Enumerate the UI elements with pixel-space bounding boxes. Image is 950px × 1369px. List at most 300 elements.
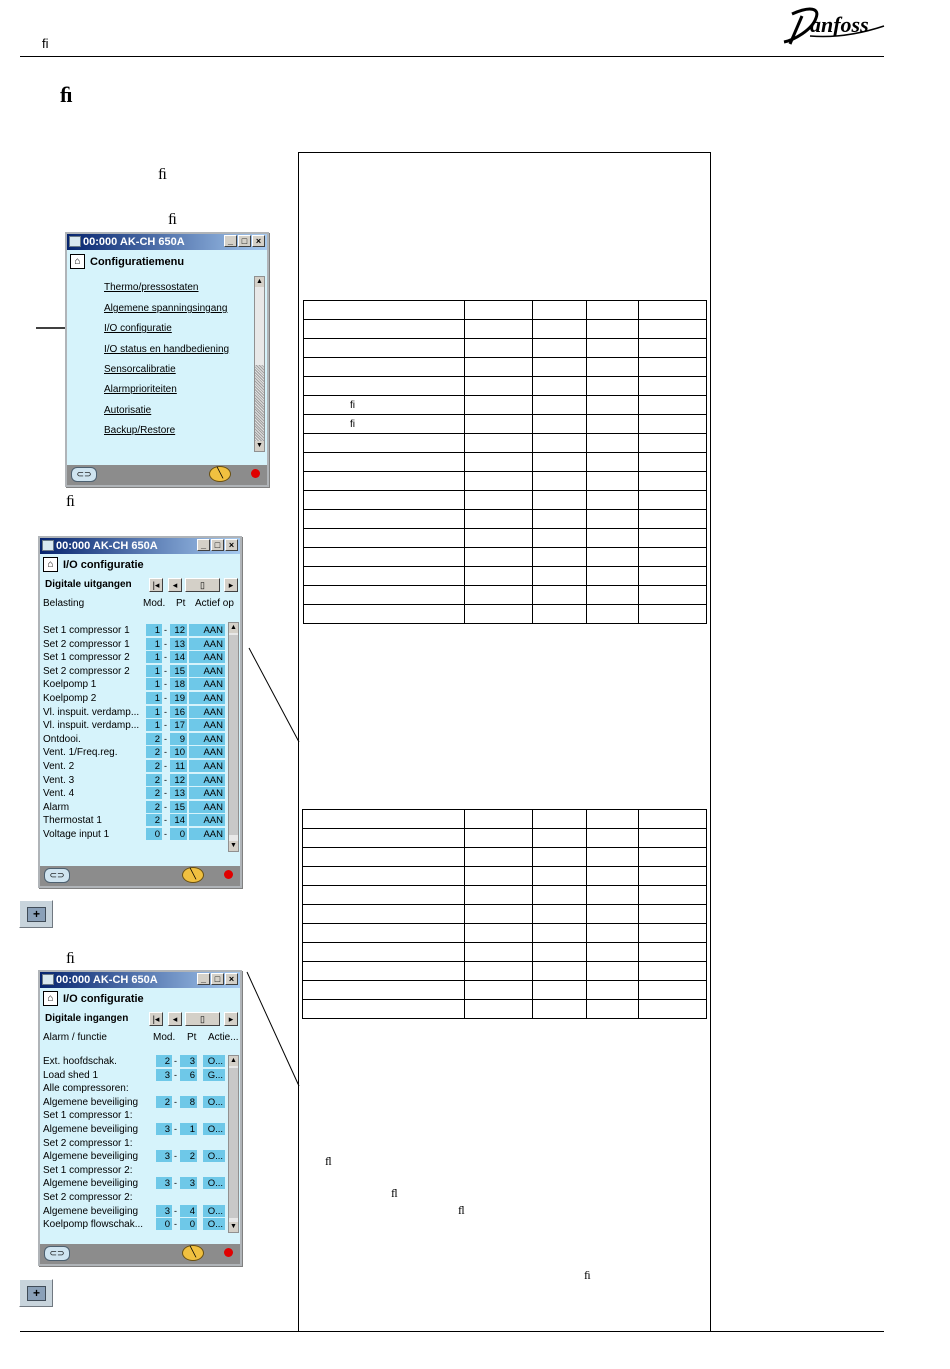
next-page-icon[interactable]: ▸ — [224, 578, 238, 592]
table-cell — [533, 301, 587, 320]
active-value[interactable]: AAN — [189, 719, 225, 731]
table-cell — [304, 320, 465, 339]
label-2: ﬁ — [168, 211, 177, 228]
separator: - — [174, 1151, 177, 1162]
table-cell — [587, 301, 639, 320]
active-value[interactable]: AAN — [189, 774, 225, 786]
table-cell — [465, 829, 533, 848]
scroll-thumb[interactable] — [229, 635, 238, 835]
scroll-thumb[interactable] — [255, 365, 264, 441]
module-value[interactable]: 3 — [156, 1069, 172, 1081]
table-cell — [533, 529, 587, 548]
minimize-icon[interactable]: _ — [197, 973, 210, 985]
point-value[interactable]: 15 — [170, 801, 187, 813]
next-page-icon[interactable]: ▸ — [224, 1012, 238, 1026]
list-item[interactable] — [43, 706, 225, 719]
scroll-thumb[interactable] — [229, 1068, 238, 1218]
menu-item-autorisatie[interactable]: Autorisatie — [104, 405, 152, 416]
table-cell — [304, 548, 465, 567]
module-value[interactable]: 3 — [156, 1205, 172, 1217]
item-name: Vent. 1/Freq.reg. — [43, 747, 118, 759]
point-value[interactable]: 13 — [170, 638, 187, 650]
separator: - — [174, 1056, 177, 1066]
window-titlebar — [40, 972, 240, 988]
list-item[interactable] — [43, 774, 225, 787]
table-cell — [639, 358, 707, 377]
module-value[interactable]: 1 — [146, 678, 162, 690]
separator: - — [164, 829, 167, 839]
table-cell — [639, 415, 707, 434]
list-item[interactable] — [43, 733, 225, 746]
table-row — [304, 453, 707, 472]
table-cell — [587, 358, 639, 377]
active-value[interactable]: O... — [203, 1205, 225, 1217]
table-cell — [587, 886, 639, 905]
status-bar — [40, 1244, 240, 1264]
active-value[interactable]: G... — [203, 1069, 225, 1081]
list-item[interactable] — [43, 1164, 225, 1177]
minimize-icon[interactable]: _ — [224, 235, 237, 247]
active-value[interactable]: AAN — [189, 651, 225, 663]
point-value[interactable]: 14 — [170, 651, 187, 663]
table-cell — [465, 339, 533, 358]
active-value[interactable]: AAN — [189, 733, 225, 745]
io-heading: I/O configuratie — [63, 993, 144, 1005]
window-title: 00:000 AK-CH 650A — [83, 236, 185, 248]
table-cell — [639, 981, 707, 1000]
list-item[interactable] — [43, 1123, 225, 1136]
minimize-icon[interactable]: _ — [197, 539, 210, 551]
table-cell — [465, 434, 533, 453]
module-value[interactable]: 3 — [156, 1177, 172, 1189]
scroll-up-icon[interactable]: ▲ — [230, 624, 237, 631]
table-cell — [533, 867, 587, 886]
active-value[interactable]: O... — [203, 1177, 225, 1189]
list-item[interactable] — [43, 651, 225, 664]
separator: - — [164, 747, 167, 758]
list-item[interactable] — [43, 1205, 225, 1218]
list-item[interactable] — [43, 1082, 225, 1095]
table-cell — [465, 529, 533, 548]
table-cell — [465, 848, 533, 867]
scroll-up-icon[interactable]: ▲ — [230, 1057, 237, 1064]
menu-item-io-config[interactable]: I/O configuratie — [104, 323, 172, 334]
table-cell — [465, 548, 533, 567]
active-value[interactable]: AAN — [189, 828, 225, 840]
point-value[interactable]: 3 — [180, 1055, 197, 1067]
wrench-icon[interactable]: ╲ — [209, 466, 231, 482]
first-page-icon[interactable]: |◂ — [149, 1012, 163, 1026]
page-slider[interactable]: ▯ — [185, 1012, 220, 1026]
home-icon[interactable]: ⌂ — [70, 254, 85, 269]
list-item[interactable] — [43, 1109, 225, 1122]
list-item[interactable] — [43, 1218, 225, 1231]
network-icon[interactable]: ⊂⊃ — [44, 868, 70, 883]
module-value[interactable]: 2 — [146, 801, 162, 813]
table-cell — [304, 510, 465, 529]
close-icon[interactable]: × — [225, 539, 238, 551]
module-value[interactable]: 0 — [146, 828, 162, 840]
point-value[interactable]: 0 — [180, 1218, 197, 1230]
active-value[interactable]: AAN — [189, 624, 225, 636]
table-row — [304, 358, 707, 377]
list-item[interactable] — [43, 1137, 225, 1150]
table-row — [304, 548, 707, 567]
active-value[interactable]: O... — [203, 1218, 225, 1230]
table-cell — [587, 848, 639, 867]
module-value[interactable]: 1 — [146, 692, 162, 704]
point-value[interactable]: 13 — [170, 787, 187, 799]
table-row — [303, 943, 707, 962]
menu-item-backup[interactable]: Backup/Restore — [104, 425, 176, 436]
table-cell — [587, 962, 639, 981]
module-value[interactable]: 1 — [146, 719, 162, 731]
table-row — [304, 491, 707, 510]
item-name: Alle compressoren: — [43, 1083, 129, 1095]
table-cell — [465, 605, 533, 624]
table-cell: ﬁ — [304, 415, 465, 434]
list-item[interactable] — [43, 719, 225, 732]
table-row — [304, 377, 707, 396]
menu-item-sensorcalibratie[interactable]: Sensorcalibratie — [104, 364, 176, 375]
maximize-icon[interactable]: □ — [238, 235, 251, 247]
col-header-actief: Actief op — [195, 598, 234, 609]
table-row — [304, 301, 707, 320]
point-value[interactable]: 9 — [170, 733, 187, 745]
table-row — [304, 567, 707, 586]
page-slider[interactable]: ▯ — [185, 578, 220, 592]
table-cell — [639, 301, 707, 320]
module-value[interactable]: 2 — [146, 774, 162, 786]
active-value[interactable]: AAN — [189, 692, 225, 704]
point-value[interactable]: 1 — [180, 1123, 197, 1135]
table-cell — [533, 962, 587, 981]
point-value[interactable]: 10 — [170, 746, 187, 758]
active-value[interactable]: O... — [203, 1096, 225, 1108]
expand-button[interactable] — [19, 900, 53, 928]
table-cell — [639, 567, 707, 586]
list-item[interactable] — [43, 692, 225, 705]
point-value[interactable]: 6 — [180, 1069, 197, 1081]
list-item[interactable] — [43, 1191, 225, 1204]
table-row — [303, 962, 707, 981]
section-title: ﬁ — [60, 82, 73, 107]
point-value[interactable]: 17 — [170, 719, 187, 731]
separator: - — [164, 679, 167, 690]
menu-scrollbar[interactable] — [254, 276, 265, 452]
table-cell — [533, 320, 587, 339]
module-value[interactable]: 2 — [146, 814, 162, 826]
table-cell — [533, 396, 587, 415]
table-row — [304, 605, 707, 624]
app-icon — [42, 540, 54, 551]
point-value[interactable]: 0 — [170, 828, 187, 840]
scroll-up-icon[interactable]: ▲ — [256, 278, 263, 285]
point-value[interactable]: 4 — [180, 1205, 197, 1217]
table-row — [304, 472, 707, 491]
table-row — [304, 586, 707, 605]
menu-item-alarmprioriteiten[interactable]: Alarmprioriteiten — [104, 384, 177, 395]
list-item[interactable] — [43, 1150, 225, 1163]
table-cell — [639, 848, 707, 867]
item-name: Thermostat 1 — [43, 815, 102, 827]
module-value[interactable]: 2 — [156, 1096, 172, 1108]
table-cell — [465, 905, 533, 924]
table-cell: ﬁ — [304, 396, 465, 415]
table-cell — [303, 848, 465, 867]
active-value[interactable]: AAN — [189, 746, 225, 758]
point-value[interactable]: 19 — [170, 692, 187, 704]
separator: - — [164, 788, 167, 799]
point-value[interactable]: 14 — [170, 814, 187, 826]
scroll-down-icon[interactable]: ▼ — [230, 842, 237, 849]
prev-page-icon[interactable]: ◂ — [168, 1012, 182, 1026]
item-name: Voltage input 1 — [43, 829, 110, 840]
table-cell — [304, 358, 465, 377]
table-row — [303, 886, 707, 905]
wrench-icon[interactable]: ╲ — [182, 1245, 204, 1261]
table-cell — [639, 605, 707, 624]
table-cell — [465, 867, 533, 886]
io-scrollbar[interactable] — [228, 622, 239, 852]
table-cell — [533, 586, 587, 605]
module-value[interactable]: 2 — [156, 1055, 172, 1067]
plus-icon: + — [27, 1286, 46, 1301]
list-item[interactable] — [43, 624, 225, 637]
table-cell — [533, 605, 587, 624]
table-inputs-mapping — [302, 809, 707, 1019]
item-name: Koelpomp 2 — [43, 693, 97, 704]
table-cell — [587, 320, 639, 339]
table-cell — [465, 453, 533, 472]
status-bar — [40, 866, 240, 886]
list-item[interactable] — [43, 828, 225, 841]
point-value[interactable]: 3 — [180, 1177, 197, 1189]
module-value[interactable]: 3 — [156, 1123, 172, 1135]
box-glyph-1: ﬂ — [325, 1154, 332, 1168]
table-cell — [304, 586, 465, 605]
active-value[interactable]: AAN — [189, 787, 225, 799]
table-cell — [465, 415, 533, 434]
item-name: Set 1 compressor 1: — [43, 1110, 133, 1122]
table-cell — [465, 377, 533, 396]
point-value[interactable]: 12 — [170, 624, 187, 636]
list-item[interactable] — [43, 801, 225, 814]
wrench-icon[interactable]: ╲ — [182, 867, 204, 883]
table-cell — [587, 924, 639, 943]
table-cell — [587, 548, 639, 567]
point-value[interactable]: 12 — [170, 774, 187, 786]
col-header-name: Belasting — [43, 598, 85, 609]
point-value[interactable]: 16 — [170, 706, 187, 718]
table-row — [303, 829, 707, 848]
box-glyph-2: ﬂ — [391, 1186, 398, 1200]
table-cell — [639, 320, 707, 339]
separator: - — [164, 693, 167, 703]
item-name: Set 2 compressor 1: — [43, 1137, 133, 1149]
col-header-pt: Pt — [187, 1032, 197, 1043]
point-value[interactable]: 8 — [180, 1096, 197, 1108]
first-page-icon[interactable]: |◂ — [149, 578, 163, 592]
table-cell — [639, 586, 707, 605]
menu-item-spanningsingang[interactable]: Algemene spanningsingang — [104, 303, 228, 314]
table-cell — [587, 567, 639, 586]
table-cell — [465, 567, 533, 586]
list-item[interactable] — [43, 787, 225, 800]
table-cell — [587, 867, 639, 886]
module-value[interactable]: 2 — [146, 787, 162, 799]
table-cell — [639, 434, 707, 453]
list-item[interactable] — [43, 746, 225, 759]
table-cell — [303, 886, 465, 905]
item-name: Vent. 3 — [43, 774, 75, 786]
table-cell — [465, 396, 533, 415]
table-cell — [303, 905, 465, 924]
window-titlebar — [40, 538, 240, 554]
item-name: Alarm — [43, 801, 70, 813]
table-cell — [465, 886, 533, 905]
table-cell — [465, 320, 533, 339]
point-value[interactable]: 18 — [170, 678, 187, 690]
plus-icon: + — [27, 907, 46, 922]
module-value[interactable]: 1 — [146, 638, 162, 650]
table-cell — [465, 301, 533, 320]
group-label: Digitale uitgangen — [45, 579, 132, 590]
active-value[interactable]: O... — [203, 1150, 225, 1162]
list-item[interactable] — [43, 665, 225, 678]
active-value[interactable]: AAN — [189, 760, 225, 772]
point-value[interactable]: 15 — [170, 665, 187, 677]
point-value[interactable]: 11 — [170, 760, 187, 772]
header-ligature: ﬁ — [42, 36, 49, 51]
table-cell — [639, 1000, 707, 1019]
label-1: ﬁ — [158, 166, 167, 183]
table-cell — [465, 586, 533, 605]
table-cell — [465, 943, 533, 962]
table-cell — [587, 810, 639, 829]
table-cell — [304, 301, 465, 320]
table-cell — [533, 472, 587, 491]
table-cell — [587, 339, 639, 358]
table-row — [303, 924, 707, 943]
module-value[interactable]: 2 — [146, 760, 162, 772]
list-item[interactable] — [43, 678, 225, 691]
table-cell — [587, 829, 639, 848]
close-icon[interactable]: × — [225, 973, 238, 985]
separator: - — [164, 733, 167, 744]
item-name: Algemene beveiliging — [43, 1151, 139, 1163]
table-cell — [303, 943, 465, 962]
item-name: Set 2 compressor 2 — [43, 665, 130, 677]
scroll-down-icon[interactable]: ▼ — [230, 1223, 237, 1230]
prev-page-icon[interactable]: ◂ — [168, 578, 182, 592]
table-cell — [533, 434, 587, 453]
module-value[interactable]: 1 — [146, 706, 162, 718]
table-row — [304, 434, 707, 453]
list-item[interactable] — [43, 1096, 225, 1109]
home-icon[interactable]: ⌂ — [43, 991, 58, 1006]
home-icon[interactable]: ⌂ — [43, 557, 58, 572]
active-value[interactable]: AAN — [189, 665, 225, 677]
list-item[interactable] — [43, 814, 225, 827]
table-cell — [304, 605, 465, 624]
col-header-mod: Mod. — [153, 1032, 176, 1043]
table-cell — [465, 981, 533, 1000]
table-cell — [465, 1000, 533, 1019]
active-value[interactable]: AAN — [189, 638, 225, 650]
list-item[interactable] — [43, 760, 225, 773]
active-value[interactable]: AAN — [189, 706, 225, 718]
table-cell — [533, 924, 587, 943]
menu-item-io-status[interactable]: I/O status en handbediening — [104, 344, 230, 355]
item-name: Set 1 compressor 1 — [43, 625, 130, 636]
item-name: Ontdooi. — [43, 733, 81, 745]
item-name: Vent. 4 — [43, 788, 75, 800]
list-item[interactable] — [43, 638, 225, 651]
table-cell — [304, 472, 465, 491]
table-cell — [533, 339, 587, 358]
table-row — [303, 810, 707, 829]
module-value[interactable]: 1 — [146, 665, 162, 677]
menu-item-thermo[interactable]: Thermo/pressostaten — [104, 282, 199, 293]
col-header-pt: Pt — [176, 598, 186, 609]
table-cell — [639, 829, 707, 848]
table-cell — [639, 377, 707, 396]
module-value[interactable]: 1 — [146, 651, 162, 663]
table-cell — [533, 510, 587, 529]
table-cell — [533, 829, 587, 848]
table-cell — [303, 981, 465, 1000]
table-cell — [304, 567, 465, 586]
network-icon[interactable]: ⊂⊃ — [71, 467, 97, 482]
io-heading: I/O configuratie — [63, 559, 144, 571]
list-item[interactable] — [43, 1055, 225, 1068]
module-value[interactable]: 2 — [146, 746, 162, 758]
close-icon[interactable]: × — [252, 235, 265, 247]
table-cell — [533, 358, 587, 377]
table-cell — [587, 472, 639, 491]
window-digital-inputs — [38, 970, 242, 1266]
module-value[interactable]: 3 — [156, 1150, 172, 1162]
active-value[interactable]: O... — [203, 1123, 225, 1135]
window-title: 00:000 AK-CH 650A — [56, 540, 158, 552]
list-item[interactable] — [43, 1069, 225, 1082]
active-value[interactable]: AAN — [189, 801, 225, 813]
active-value[interactable]: AAN — [189, 814, 225, 826]
io-scrollbar[interactable] — [228, 1055, 239, 1233]
separator: - — [164, 638, 167, 649]
active-value[interactable]: O... — [203, 1055, 225, 1067]
item-name: Algemene beveiliging — [43, 1205, 139, 1217]
maximize-icon[interactable]: □ — [211, 973, 224, 985]
table-cell — [465, 924, 533, 943]
network-icon[interactable]: ⊂⊃ — [44, 1246, 70, 1261]
svg-text:anfoss: anfoss — [810, 12, 869, 37]
table-cell — [587, 943, 639, 962]
expand-button[interactable] — [19, 1279, 53, 1307]
table-cell — [587, 377, 639, 396]
scroll-down-icon[interactable]: ▼ — [256, 442, 263, 449]
active-value[interactable]: AAN — [189, 678, 225, 690]
point-value[interactable]: 2 — [180, 1150, 197, 1162]
item-name: Set 1 compressor 2: — [43, 1164, 133, 1176]
maximize-icon[interactable]: □ — [211, 539, 224, 551]
module-value[interactable]: 0 — [156, 1218, 172, 1230]
module-value[interactable]: 1 — [146, 624, 162, 636]
list-item[interactable] — [43, 1177, 225, 1190]
module-value[interactable]: 2 — [146, 733, 162, 745]
table-cell — [639, 867, 707, 886]
